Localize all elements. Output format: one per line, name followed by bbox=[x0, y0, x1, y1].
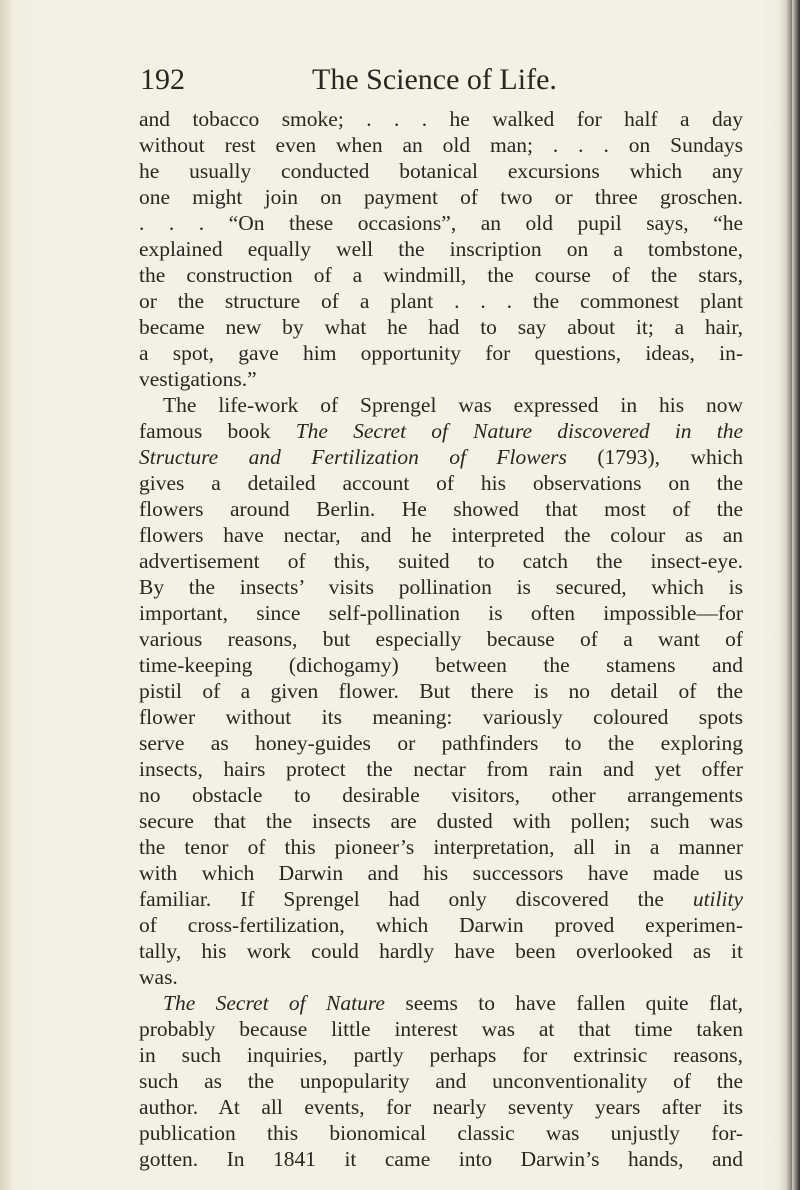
text-line: became new by what he had to say about it; a hair, bbox=[139, 315, 743, 339]
text-line: the tenor of this pioneer’s interpretation, all in a manner bbox=[139, 835, 743, 859]
text-line: one might join on payment of two or three groschen. bbox=[139, 185, 743, 209]
paragraph-first-line: The life-work of Sprengel was expressed in his now bbox=[163, 393, 743, 417]
text-line: important, since self-pollination is often impossible—for bbox=[139, 601, 743, 625]
text-line: probably because little interest was at that time taken bbox=[139, 1017, 743, 1041]
book-title-italic: The Secret of Nature discovered in the bbox=[295, 419, 743, 443]
text-line: publication this bionomical classic was unjustly for- bbox=[139, 1121, 743, 1145]
text-line: pistil of a given flower. But there is no detail of the bbox=[139, 679, 743, 703]
running-title: The Science of Life. bbox=[312, 63, 557, 96]
text-line: was. bbox=[139, 965, 178, 989]
text-line: or the structure of a plant . . . the commonest plant bbox=[139, 289, 743, 313]
text-line: of cross-fertilization, which Darwin proved experimen- bbox=[139, 913, 743, 937]
text-line: time-keeping (dichogamy) between the stamens and bbox=[139, 653, 743, 677]
page-number: 192 bbox=[140, 63, 185, 96]
body-text bbox=[139, 106, 743, 1172]
text-line: famous book The Secret of Nature discovered in the bbox=[139, 419, 743, 443]
page-edge-shadow bbox=[792, 0, 800, 1190]
text-line: Structure and Fertilization of Flowers (1793), which bbox=[139, 445, 743, 469]
text-line: familiar. If Sprengel had only discovered the utility bbox=[139, 887, 743, 911]
text-line: . . . “On these occasions”, an old pupil says, “he bbox=[139, 211, 743, 235]
book-title-italic: Structure and Fertilization of Flowers bbox=[139, 445, 567, 469]
text-line: the construction of a windmill, the course of the stars, bbox=[139, 263, 743, 287]
emphasis-italic: utility bbox=[692, 887, 743, 911]
text-line: in such inquiries, partly perhaps for extrinsic reasons, bbox=[139, 1043, 743, 1067]
text-line: gives a detailed account of his observations on the bbox=[139, 471, 743, 495]
page-gutter-shadow bbox=[0, 0, 12, 1190]
text-line: explained equally well the inscription on a tombstone, bbox=[139, 237, 743, 261]
text-line: no obstacle to desirable visitors, other arrangements bbox=[139, 783, 743, 807]
text-line: such as the unpopularity and unconventionality of the bbox=[139, 1069, 743, 1093]
text-line: secure that the insects are dusted with pollen; such was bbox=[139, 809, 743, 833]
text-line: and tobacco smoke; . . . he walked for half a day bbox=[139, 107, 743, 131]
text-line: flower without its meaning: variously coloured spots bbox=[139, 705, 743, 729]
book-title-italic: The Secret of Nature bbox=[163, 991, 385, 1015]
text-line: without rest even when an old man; . . . on Sundays bbox=[139, 133, 743, 157]
text-line: flowers around Berlin. He showed that most of the bbox=[139, 497, 743, 521]
text-line: gotten. In 1841 it came into Darwin’s hands, and bbox=[139, 1147, 743, 1171]
paragraph-first-line: The Secret of Nature seems to have fallen quite flat, bbox=[163, 991, 743, 1015]
running-head bbox=[140, 60, 740, 100]
text-line: advertisement of this, suited to catch the insect-eye. bbox=[139, 549, 743, 573]
text-line: insects, hairs protect the nectar from rain and yet offer bbox=[139, 757, 743, 781]
text-line: with which Darwin and his successors have made us bbox=[139, 861, 743, 885]
text-line: serve as honey-guides or pathfinders to the exploring bbox=[139, 731, 743, 755]
text-line: a spot, gave him opportunity for questions, ideas, in- bbox=[139, 341, 743, 365]
text-line: author. At all events, for nearly seventy years after its bbox=[139, 1095, 743, 1119]
text-line: vestigations.” bbox=[139, 367, 257, 391]
text-line: he usually conducted botanical excursions which any bbox=[139, 159, 743, 183]
text-line: tally, his work could hardly have been overlooked as it bbox=[139, 939, 743, 963]
text-line: various reasons, but especially because of a want of bbox=[139, 627, 743, 651]
text-line: By the insects’ visits pollination is secured, which is bbox=[139, 575, 743, 599]
text-line: flowers have nectar, and he interpreted the colour as an bbox=[139, 523, 743, 547]
